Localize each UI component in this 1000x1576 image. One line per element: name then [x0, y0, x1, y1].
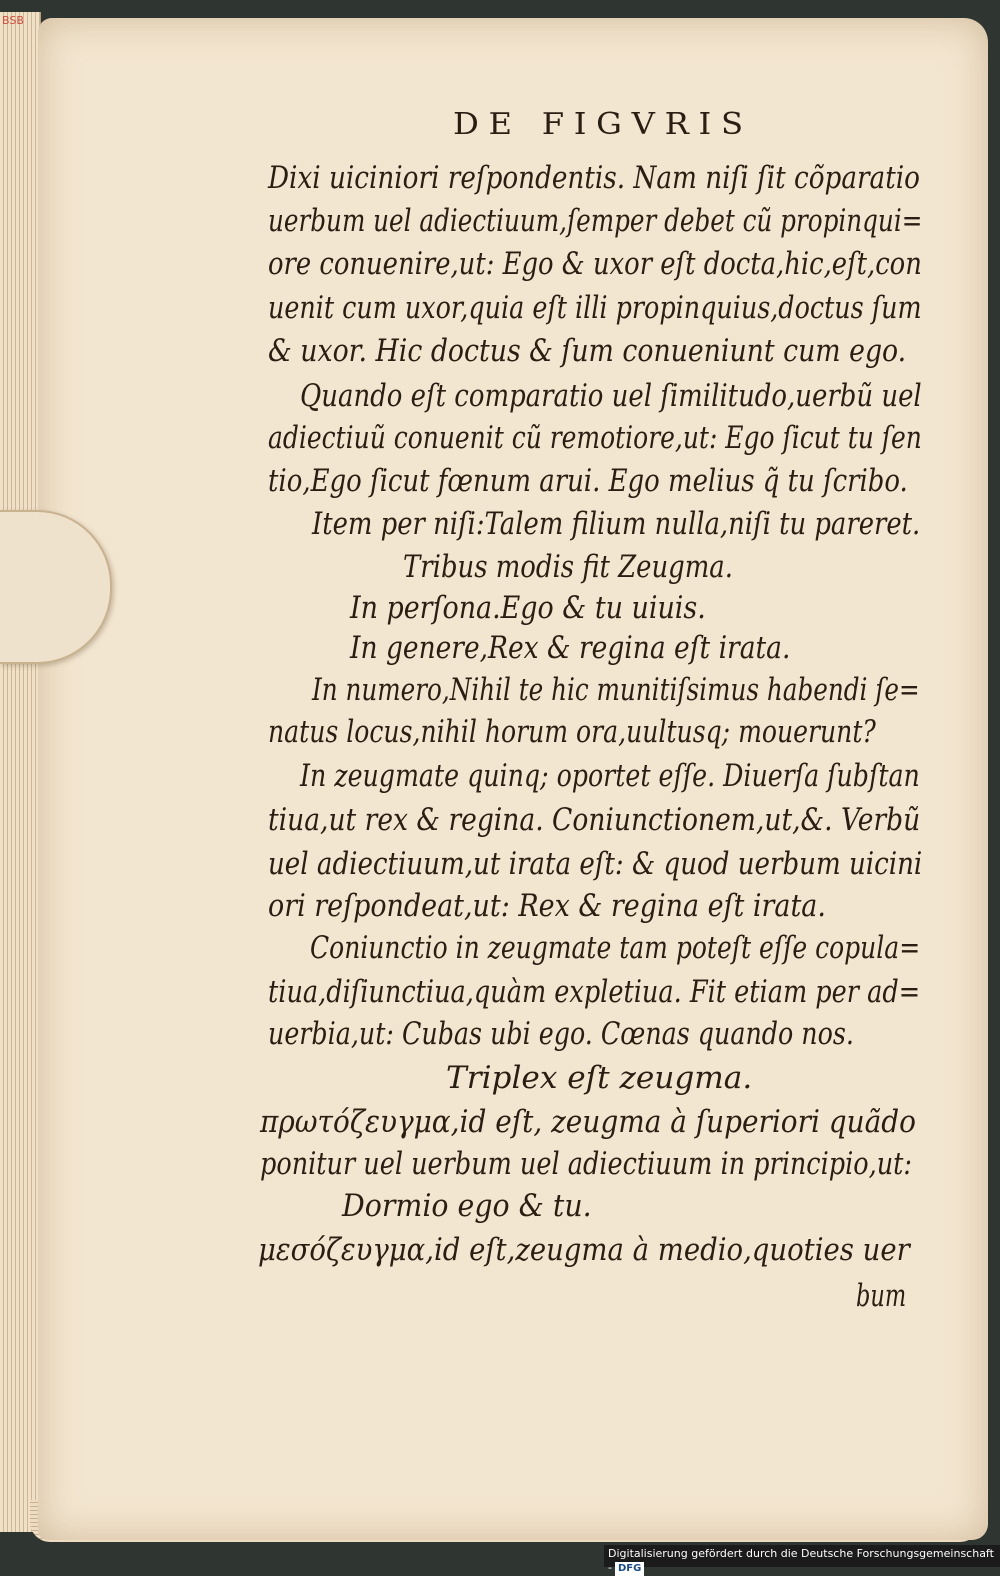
text-line: In zeugmate quinq; oportet eſſe. Diuerſa ſubſtan — [300, 758, 920, 794]
bsb-watermark: BSB — [2, 14, 24, 27]
text-line: ponitur uel uerbum uel adiectiuum in principio,ut: — [260, 1146, 913, 1182]
text-line: Item per niſi:Talem filium nulla,niſi tu pareret. — [312, 506, 921, 542]
text-line: uerbum uel adiectiuum,ſemper debet cũ propinqui= — [268, 203, 923, 239]
text-line: Coniunctio in zeugmate tam poteſt eſſe copula= — [310, 930, 921, 966]
text-line: In numero,Nihil te hic munitiſsimus habendi ſe= — [312, 672, 920, 708]
text-line: In genere,Rex & regina eſt irata. — [350, 630, 791, 666]
text-line: uerbia,ut: Cubas ubi ego. Cœnas quando nos. — [268, 1016, 854, 1052]
text-line: ore conuenire,ut: Ego & uxor eſt docta,hic,eſt,con — [268, 246, 922, 282]
dfg-footer — [604, 1545, 1000, 1574]
text-line: tiua,ut rex & regina. Coniunctionem,ut,&. Verbũ — [268, 802, 921, 838]
text-line: uel adiectiuum,ut irata eſt: & quod uerbum uicini — [268, 846, 923, 882]
footer-credit: Digitalisierung gefördert durch die Deutsche Forschungsgemeinschaft - — [608, 1547, 994, 1574]
text-line: ori reſpondeat,ut: Rex & regina eſt irata. — [268, 888, 826, 924]
text-line: μεσόζευγμα,id eſt,zeugma à medio,quoties uer — [258, 1232, 910, 1268]
text-line: uenit cum uxor,quia eſt illi propinquius,doctus ſum — [268, 290, 922, 326]
text-line: Tribus modis fit Zeugma. — [403, 549, 733, 585]
text-line: & uxor. Hic doctus & ſum conueniunt cum ego. — [268, 333, 907, 369]
text-line: Dixi uiciniori reſpondentis. Nam niſi ſit cõparatio — [268, 160, 920, 196]
text-line: Triplex eſt zeugma. — [446, 1060, 753, 1096]
text-line: bum — [856, 1278, 907, 1314]
text-line: πρωτόζευγμα,id eſt, zeugma à ſuperiori quãdo — [260, 1104, 917, 1140]
text-line: tiua,diſiunctiua,quàm expletiua. Fit etiam per ad= — [268, 974, 921, 1010]
text-line: Quando eſt comparatio uel ſimilitudo,uerbũ uel — [300, 378, 922, 414]
page-edge-stack — [0, 12, 41, 1532]
text-line: In perſona.Ego & tu uiuis. — [350, 590, 706, 626]
text-line: adiectiuũ conuenit cũ remotiore,ut: Ego ſicut tu ſen — [268, 420, 922, 456]
dfg-logo: DFG — [615, 1562, 644, 1576]
text-line: Dormio ego & tu. — [342, 1188, 592, 1224]
text-line: tio,Ego ſicut fœnum arui. Ego melius q̃ tu ſcribo. — [268, 463, 908, 499]
running-header: DE FIGVRIS — [453, 107, 753, 142]
text-line: natus locus,nihil horum ora,uultusq; mouerunt? — [268, 714, 876, 750]
